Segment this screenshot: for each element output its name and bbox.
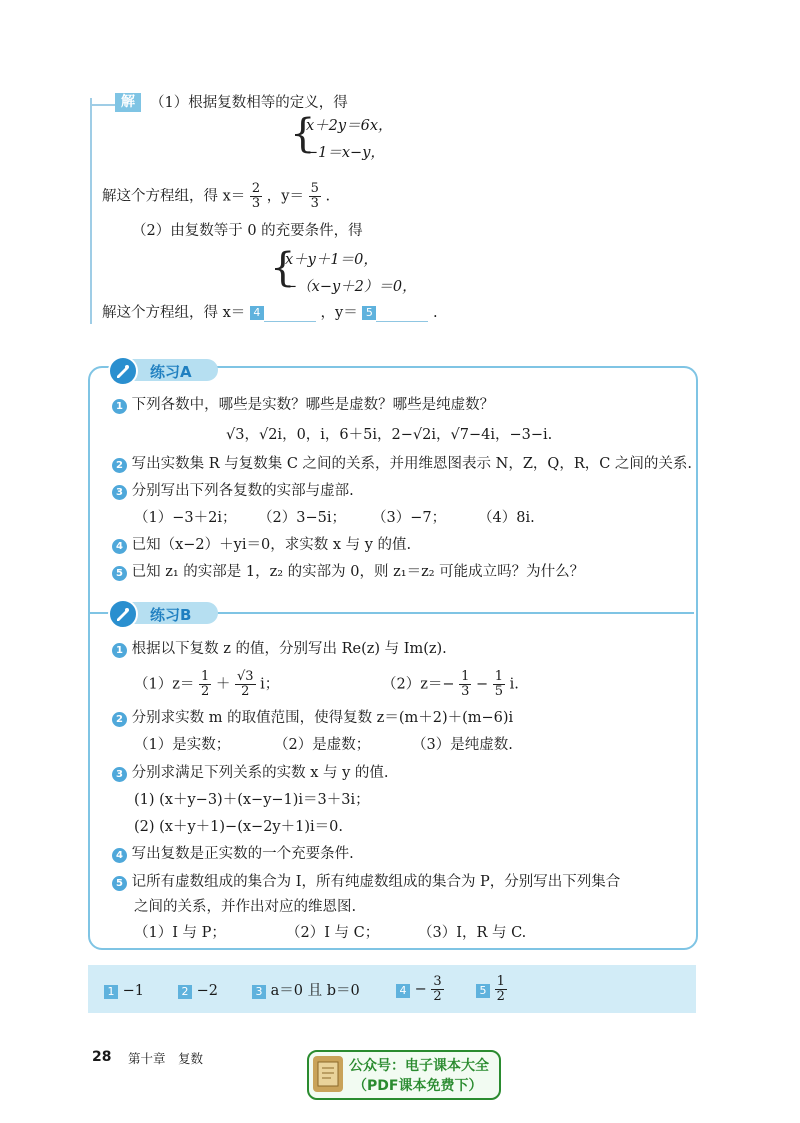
chapter-label: 第十章 复数 [128, 1051, 204, 1066]
stamp-line-2: （PDF课本免费下） [353, 1078, 483, 1094]
part1-y-fraction [309, 182, 321, 211]
part2-result [102, 304, 438, 322]
exa-item-1 [112, 396, 494, 414]
exb-text-1: 根据以下复数 z 的值，分别写出 Re(z) 与 Im(z). [131, 641, 447, 657]
frac-denominator: 3 [461, 684, 470, 699]
frac-numerator: 1 [496, 974, 505, 989]
exb-item-3 [112, 764, 389, 782]
exb-q5-cont: 之间的关系，并作出对应的维恩图. [134, 899, 357, 915]
answer-2 [178, 982, 218, 1000]
blank-5-tag: 5 [362, 306, 376, 320]
part1-result-end: . [325, 188, 331, 205]
answer-1 [104, 982, 144, 1000]
exa-num-2: 2 [112, 458, 127, 473]
exa-text-3: 分别写出下列各复数的实部与虚部. [131, 483, 354, 499]
answer-1-tag: 1 [104, 985, 118, 999]
exb-q1-b-frac2 [493, 670, 505, 699]
frac-denominator: 2 [200, 684, 210, 699]
exa-numbers-line: √3，√2i，0，i，6＋5i，2−√2i，√7−4i，−3−i. [226, 427, 553, 443]
exercise-a-title: 练习A [150, 363, 192, 381]
exa-text-2: 写出实数集 R 与复数集 C 之间的关系，并用维恩图表示 N，Z，Q，R，C 之间的关系. [131, 456, 693, 472]
exb-text-3: 分别求满足下列关系的实数 x 与 y 的值. [131, 765, 389, 781]
exa-item-4 [112, 536, 411, 554]
x-numerator: 2 [251, 181, 261, 196]
exb-q1-b-minus: − [476, 676, 489, 693]
exa-num-3: 3 [112, 485, 127, 500]
frac-numerator: 1 [494, 669, 504, 684]
x-denominator: 3 [251, 196, 261, 211]
exa-text-4: 已知（x−2）＋yi＝0，求实数 x 与 y 的值. [131, 537, 412, 553]
exb-num-3: 3 [112, 767, 127, 782]
part2-result-end: . [432, 305, 438, 321]
solution-tag: 解 [115, 93, 141, 112]
answer-4 [396, 975, 444, 1004]
exb-q1-a-end: i； [260, 676, 280, 693]
stamp-line-1: 公众号：电子课本大全 [349, 1058, 489, 1074]
part2-result-mid: ，y＝ [320, 305, 358, 321]
exb-text-2: 分别求实数 m 的取值范围，使得复数 z＝(m＋2)＋(m−6)i [131, 710, 514, 726]
frac-numerator: 1 [200, 669, 210, 684]
exb-num-2: 2 [112, 712, 127, 727]
exb-q1-a-frac2 [235, 670, 256, 699]
exb-q3-line-1: (1) (x＋y−3)＋(x−y−1)i＝3＋3i； [134, 792, 370, 808]
frac-denominator: 2 [241, 684, 250, 699]
answer-3-value: a＝0 且 b＝0 [270, 983, 360, 999]
part1-result-mid: ，y＝ [266, 188, 304, 205]
book-icon [313, 1056, 343, 1092]
part2-eq2: −（x−y＋2）＝0， [285, 279, 417, 295]
exa-q3-part-2: （2）3−5i； [258, 510, 346, 526]
exb-num-1: 1 [112, 643, 127, 658]
frac-numerator: √3 [236, 669, 254, 684]
blank-4-line[interactable] [264, 321, 316, 322]
exb-q1-b-end: i. [509, 676, 519, 693]
exb-text-4: 写出复数是正实数的一个充要条件. [131, 846, 354, 862]
part2-eq1: x＋y＋1＝0， [285, 252, 378, 268]
answer-5-tag: 5 [476, 984, 490, 998]
frac-denominator: 2 [496, 989, 505, 1004]
exb-q1-b [382, 670, 519, 699]
watermark-stamp [307, 1050, 501, 1100]
exa-item-2 [112, 455, 692, 473]
exa-q3-part-1: （1）−3＋2i； [134, 510, 237, 526]
frac-numerator: 3 [433, 974, 442, 989]
frac-numerator: 1 [461, 669, 470, 684]
exb-q1-a [134, 670, 279, 699]
part1-result [102, 182, 330, 211]
y-denominator: 3 [310, 196, 319, 211]
answer-5 [476, 975, 507, 1004]
answer-4-tag: 4 [396, 984, 410, 998]
exb-q5-part-3: （3）I，R 与 C. [418, 925, 527, 941]
exb-q3-line-2: (2) (x＋y＋1)−(x−2y＋1)i＝0. [134, 819, 343, 835]
answer-4-fraction [431, 975, 443, 1004]
exb-q1-b-prefix: （2）z＝− [382, 676, 455, 693]
part1-eq1: x＋2y＝6x， [306, 118, 393, 134]
exa-text-1: 下列各数中，哪些是实数？哪些是虚数？哪些是纯虚数？ [131, 397, 495, 413]
exercise-b-title: 练习B [150, 606, 192, 624]
part1-result-prefix: 解这个方程组，得 x＝ [102, 188, 246, 205]
exa-q3-part-3: （3）−7； [372, 510, 447, 526]
exb-q1-a-plus: ＋ [215, 676, 231, 693]
y-numerator: 5 [310, 181, 319, 196]
exa-q3-part-4: （4）8i. [478, 510, 535, 526]
exb-q2-part-2: （2）是虚数； [274, 737, 371, 753]
exb-q5-part-2: （2）I 与 C； [286, 925, 380, 941]
solution-side-bar [90, 98, 92, 324]
exa-text-5: 已知 z₁ 的实部是 1，z₂ 的实部为 0，则 z₁＝z₂ 可能成立吗？为什么？ [131, 564, 585, 580]
part1-eq2: −1＝x−y， [306, 145, 385, 161]
answer-3 [252, 982, 360, 1000]
answer-4-sign: − [414, 981, 427, 998]
exb-q1-a-frac1 [199, 670, 211, 699]
exb-text-5: 记所有虚数组成的集合为 I，所有纯虚数组成的集合为 P，分别写出下列集合 [131, 874, 621, 890]
part2-result-prefix: 解这个方程组，得 x＝ [102, 305, 246, 321]
exb-num-4: 4 [112, 848, 127, 863]
exb-q1-a-prefix: （1）z＝ [134, 676, 195, 693]
blank-5-line[interactable] [376, 321, 428, 322]
exa-num-1: 1 [112, 399, 127, 414]
frac-denominator: 2 [433, 989, 442, 1004]
answer-1-value: −1 [122, 983, 144, 999]
exb-item-5 [112, 873, 620, 891]
solution-tick-line [90, 104, 115, 106]
exb-q2-part-3: （3）是纯虚数. [412, 737, 513, 753]
part1-intro: （1）根据复数相等的定义，得 [150, 95, 348, 111]
exa-item-3 [112, 482, 354, 500]
part1-brace: { [290, 111, 316, 157]
exb-q2-part-1: （1）是实数； [134, 737, 231, 753]
exb-item-4 [112, 845, 354, 863]
exa-item-5 [112, 563, 584, 581]
exb-q1-b-frac1 [459, 670, 471, 699]
pencil-icon [108, 599, 138, 629]
part1-x-fraction [250, 182, 262, 211]
exb-num-5: 5 [112, 876, 127, 891]
part2-intro: （2）由复数等于 0 的充要条件，得 [132, 223, 363, 239]
part2-brace: { [270, 245, 296, 291]
frac-denominator: 5 [494, 684, 504, 699]
pencil-icon [108, 356, 138, 386]
exb-q5-part-1: （1）I 与 P； [134, 925, 226, 941]
answer-3-tag: 3 [252, 985, 266, 999]
answer-5-fraction [495, 975, 507, 1004]
exb-item-1 [112, 640, 447, 658]
answer-2-tag: 2 [178, 985, 192, 999]
answer-2-value: −2 [196, 983, 218, 999]
exa-num-5: 5 [112, 566, 127, 581]
exb-item-2 [112, 709, 513, 727]
page-number: 28 [92, 1049, 112, 1065]
exa-num-4: 4 [112, 539, 127, 554]
blank-4-tag: 4 [250, 306, 264, 320]
